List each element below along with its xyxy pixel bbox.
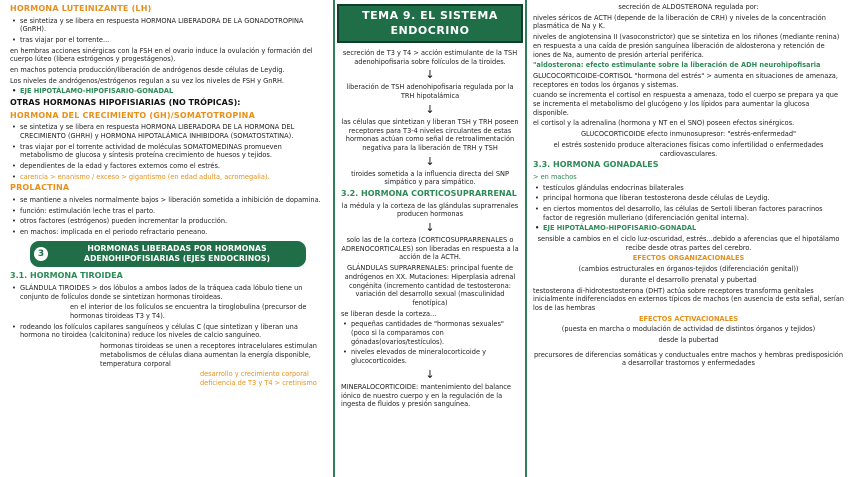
lh-levels: Los niveles de andrógenos/estrógenos regulan a su vez los niveles de FSH y GnRH. [10,76,284,85]
adrenal-glands: GLÁNDULAS SUPRARRENALES: principal fuente de andrógenos en XX. Mutaciones: Hiperplasia adrenal congénita (incremento cantidad de testosterona: variación del desarrollo sexual (masculinidad fenotípica) [344,264,516,307]
thyroid-bullet-2: • rodeando los folículos capilares sanguíneos y células C (que sintetizan y liberan una hormona no tiroidea (calcitonina) reduce los niveles de calcio sanguíneo. [10,323,326,340]
right-column [527,0,848,477]
cortex-bullet-2: • niveles elevados de mineralocorticoide y glucocorticoides. [341,348,519,365]
arrow-down-icon: ↓ [425,102,435,116]
activational-desc: (puesta en marcha o modulación de actividad de distintos órganos y tejidos) [561,325,816,334]
angiotensin: niveles de angiotensina II (vasoconstrictor) que se sintetiza en los riñones (mediante renina) en respuesta a una caída de presión sanguínea liberación de aldosterona y retención de iones de Na, aumento de presión arterial periférica. [533,33,840,59]
activational-heading: EFECTOS ACTIVACIONALES [638,314,739,323]
arrow-down-icon: ↓ [425,68,435,82]
lh-bullet-2: • tras viajar por el torrente... [10,36,326,45]
glucocorticoid-immuno: GLUCOCORTICOIDE efecto inmunosupresor: "estrés-enfermedad" [580,130,797,139]
prl-bullet-1: • se mantiene a niveles normalmente bajos > liberación sometida a inhibición de dopamina. [10,196,326,205]
gonadal-axis: • EJE HIPOTÁLAMO-HIPOFISARIO-GONADAL [533,224,844,233]
thyroid-heading: 3.1. HORMONA TIROIDEA [10,271,123,281]
tsh-release: liberación de TSH adenohipofisaria regulada por la TRH hipotalámica [346,83,514,101]
organizational-period: durante el desarrollo prenatal y pubertad [620,275,757,284]
lh-males: en machos potencia producción/liberación de andrógenos desde células de Leydig. [10,66,285,75]
section-3-2-heading: 3.2. HORMONA CORTICOSUPRARRENAL [341,189,517,199]
thyroid-growth: desarrollo y crecimiento corporal deficiencia de T3 y T4 > cretinismo [200,370,317,387]
page-title: TEMA 9. EL SISTEMA ENDOCRINO [337,4,523,43]
left-column [0,0,332,477]
gonadal-bullet-2: • principal hormona que liberan testosterona desde células de Leydig. [533,194,844,203]
adrenal-intro: la médula y la corteza de las glándulas suprarrenales producen hormonas [341,201,519,219]
organizational-heading: EFECTOS ORGANIZACIONALES [632,254,745,263]
t3t4-secretion: secreción de T3 y T4 > acción estimulante de la TSH adenohipofisaria sobre folículos de la tiroides. [342,49,518,66]
cortisol-adrenaline: el cortisol y la adrenalina (hormona y NT en el SNO) poseen efectos sinérgicos. [533,119,795,128]
prl-bullet-2: • función: estimulación leche tras el parto. [10,207,326,216]
cortex-bullet-1: • pequeñas cantidades de "hormonas sexuales" (poco si la comparamos con gónadas(ovarios/testículos). [341,320,519,346]
cortex-acth: solo las de la corteza (CORTICOSUPRARRENALES o ADRENOCORTICALES) son liberadas en respuesta a la acción de la ACTH. [341,236,519,262]
thyroid-effects: hormonas tiroideas se unen a receptores intracelulares estimulan metabolismos de células diana aumentan la energía disponible, temperatura corporal [100,342,317,368]
cortisol-intro: GLUCOCORTICOIDE-CORTISOL "hormona del estrés" > aumenta en situaciones de amenaza, receptores en todos los órganos y sistemas. [533,71,838,89]
sex-differences: precursores de diferencias somáticas y conductuales entre machos y hembras predisposición a desarrollar trastornos y enfermedades [533,350,844,368]
aldosterone-heading: secreción de ALDOSTERONA regulada por: [618,3,759,11]
section-3-number: 3 [34,247,48,261]
arrow-down-icon: ↓ [425,367,435,381]
males-label: > en machos [533,172,577,181]
feedback-text: las células que sintetizan y liberan TSH y TRH poseen receptores para T3-4 niveles circulantes de estas hormonas actúan como señal de retroalimentación negativa para la liberación de TRH y TSH [341,117,519,152]
testosterone-dht: testosterona di-hidrotestosterona (DHT) actúa sobre receptores transforma genitales inicialmente indiferenciados en externos típicos de machos (en ausencia de esta señal, serían los de las hembras [533,286,844,312]
middle-column [333,0,527,477]
thyroid-bullet-1: • GLÁNDULA TIROIDES > dos lóbulos a ambos lados de la tráquea cada lóbulo tiene un conjunto de folículos donde se sintetizan hormonas tiroideas. [10,284,326,301]
prl-bullet-3: • otros factores (estrógenos) pueden incrementar la producción. [10,217,326,226]
lh-heading: HORMONA LUTEINIZANTE (LH) [10,4,152,13]
aldosterone-adh: "aldosterona: efecto estimulante sobre la liberación de ADH neurohipofisaria [533,61,821,70]
stress-effects: el estrés sostenido produce alteraciones físicas como infertilidad o enfermedades cardiovasculares. [553,140,824,158]
section-3-banner [30,241,306,268]
activational-period: desde la pubertad [658,336,719,345]
gh-bullet-1: • se sintetiza y se libera en respuesta HORMONA LIBERADORA DE LA HORMONA DEL CRECIMIENTO (GHRH) y HORMONA HIPOTALÁMICA INHIBIDORA (SOMATOSTATINA). [10,123,326,140]
snp-influence: tiroides sometida a la influencia directa del SNP simpático y para simpático. [351,169,509,187]
light-dark-sensitivity: sensible a cambios en el ciclo luz-oscuridad, estrés...debido a aferencias que el hipotálamo recibe desde otras partes del cerebro. [537,235,840,252]
gonadal-bullet-1: • testículos glándulas endocrinas bilaterales [533,184,844,193]
cortex-release: se liberan desde la corteza... [341,309,437,318]
thyroid-bullet-1b: en el interior de los folículos se encuentra la tiroglobulina (precursor de hormonas tiroideas T3 y T4). [70,303,307,321]
gh-heading: HORMONA DEL CRECIMIENTO (GH)/SOMATOTROPINA [10,110,255,120]
lh-females: en hembras acciones sinérgicas con la FSH en el ovario induce la ovulación y formación del cuerpo lúteo (libera estrógenos y progestágenos). [10,46,313,64]
section-3-title: HORMONAS LIBERADAS POR HORMONAS ADENOHIPOFISIARIAS (EJES ENDOCRINOS) [83,243,271,264]
gh-bullet-3: • dependientes de la edad y factores externos como el estrés. [10,162,326,171]
gonadal-bullet-3: • en ciertos momentos del desarrollo, las células de Sertoli liberan factores paracrinos factor de regresión mulleriano (diferenciación genital interna). [533,205,844,222]
organizational-desc: (cambios estructurales en órganos-tejidos (diferenciación genital)) [578,265,799,274]
prl-bullet-4: • en machos: implicada en el periodo refractario peneano. [10,228,326,237]
arrow-down-icon: ↓ [425,154,435,168]
prl-heading: PROLACTINA [10,183,70,193]
section-3-3-heading: 3.3. HORMONA GONADALES [533,160,659,170]
lh-axis: • EJE HIPOTÁLAMO-HIPOFISARIO-GONADAL [10,87,326,96]
mineralocorticoid: MINERALOCORTICOIDE: mantenimiento del balance iónico de nuestro cuerpo y en la regulación de la ingesta de fluidos y presión sanguínea. [341,382,511,409]
aldosterone-acth: niveles séricos de ACTH (depende de la liberación de CRH) y niveles de la concentración plasmática de Na y K. [533,13,826,31]
lh-bullet-1: • se sintetiza y se libera en respuesta HORMONA LIBERADORA DE LA GONADOTROPINA (GnRH). [10,17,326,34]
gh-bullet-4: • carencia > enanismo / exceso > gigantismo (en edad adulta, acromegalia). [10,173,326,182]
cortisol-threat: cuando se incrementa el cortisol en respuesta a amenaza, todo el cuerpo se prepara ya que se incrementa el metabolismo del glucógeno y los lípidos para aumentar la glucosa disponible. [533,91,839,117]
gh-bullet-2: • tras viajar por el torrente actividad de moléculas SOMATOMEDINAS promueven metabolismo de glucosa y síntesis proteína crecimiento de huesos y tejidos. [10,143,326,160]
otras-heading: OTRAS HORMONAS HIPOFISIARIAS (NO TRÓPICAS): [10,98,241,108]
arrow-down-icon: ↓ [425,221,435,235]
